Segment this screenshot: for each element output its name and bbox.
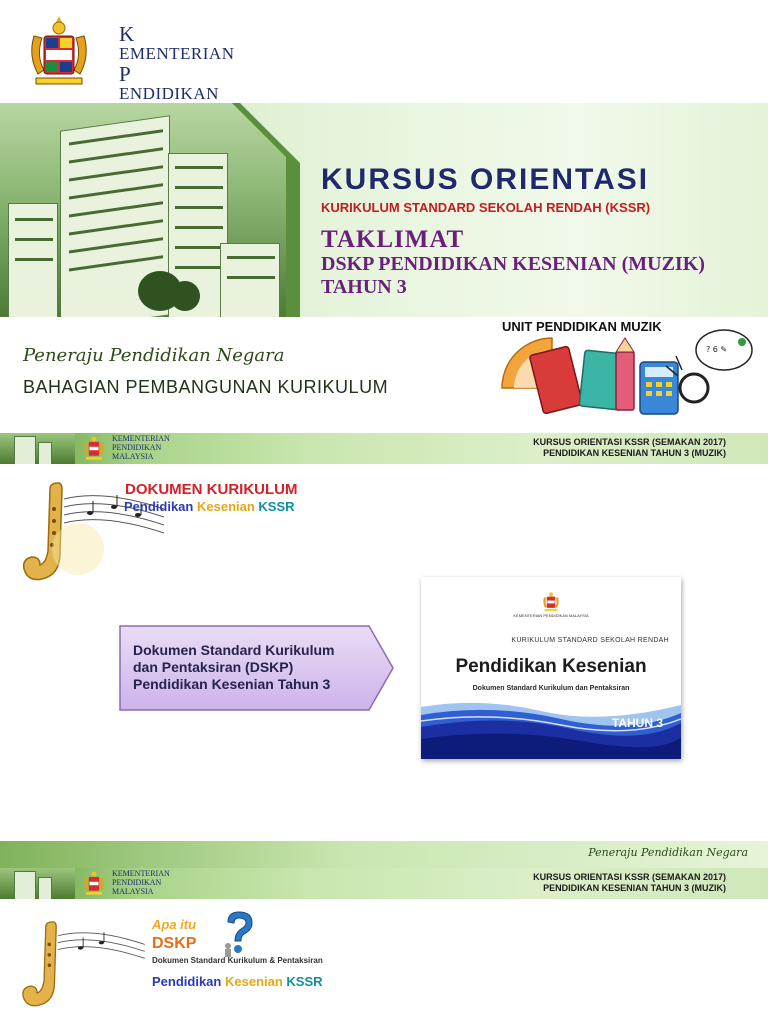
- strip-ministry-line2: PENDIDIKAN: [112, 878, 162, 887]
- cover-ministry: KEMENTERIAN PENDIDIKAN MALAYSIA: [513, 613, 589, 618]
- stationery-icon: [498, 328, 756, 420]
- cover-subtitle: Dokumen Standard Kurikulum dan Pentaksiran: [472, 685, 630, 692]
- dskp-title: DSKP PENDIDIKAN KESENIAN (MUZIK) TAHUN 3: [321, 253, 705, 298]
- unit-name: UNIT PENDIDIKAN MUZIK: [502, 319, 662, 334]
- strip-course-line1: KURSUS ORIENTASI KSSR (SEMAKAN 2017): [533, 872, 726, 882]
- ministry-line2-rest: ENDIDIKAN: [119, 84, 219, 103]
- saxophone-icon: [18, 912, 150, 1024]
- cover-title: Pendidikan Kesenian: [455, 656, 647, 677]
- apa-itu-label: Apa itu: [152, 917, 197, 932]
- dskp-description-line3: Pendidikan Kesenian Tahun 3: [133, 676, 331, 692]
- svg-text:? 6 ✎: ? 6 ✎: [706, 345, 728, 354]
- strip-ministry-name: [112, 869, 170, 896]
- strip-ministry-line2: PENDIDIKAN: [112, 443, 162, 452]
- course-title: KURSUS ORIENTASI: [321, 163, 650, 196]
- strip-course-line2: PENDIDIKAN KESENIAN TAHUN 3 (MUZIK): [543, 883, 726, 893]
- ministry-line1-cap: K: [119, 22, 135, 46]
- slogan-band: [0, 841, 768, 868]
- division-name: BAHAGIAN PEMBANGUNAN KURIKULUM: [23, 377, 389, 397]
- dskp-description: [133, 642, 373, 693]
- strip-course-line1: KURSUS ORIENTASI KSSR (SEMAKAN 2017): [533, 437, 726, 447]
- dskp-full-name: Dokumen Standard Kurikulum & Pentaksiran: [152, 956, 323, 965]
- subject-word-kesenian: Kesenian: [224, 974, 283, 989]
- course-subtitle: KURIKULUM STANDARD SEKOLAH RENDAH (KSSR): [321, 200, 651, 215]
- cover-year: TAHUN 3: [611, 716, 663, 730]
- strip-ministry-line3: MALAYSIA: [112, 887, 154, 896]
- strip-course-info: [533, 437, 726, 459]
- malaysia-coat-of-arms-icon: [80, 435, 108, 462]
- malaysia-coat-of-arms-icon: [539, 591, 563, 613]
- dskp-label: DSKP: [152, 935, 197, 952]
- cover-curriculum: KURIKULUM STANDARD SEKOLAH RENDAH: [511, 637, 669, 644]
- ministry-line2-cap: P: [119, 62, 132, 86]
- malaysia-coat-of-arms-icon: [80, 870, 108, 897]
- title-slide: [0, 0, 768, 425]
- strip-ministry-line1: KEMENTERIAN: [112, 869, 170, 878]
- strip-ministry-name: [112, 434, 170, 461]
- slogan: Peneraju Pendidikan Negara: [23, 345, 285, 366]
- strip-course-info: [533, 872, 726, 894]
- strip-building-photo: [0, 433, 75, 464]
- subject-word-pendidikan: Pendidikan: [124, 499, 194, 514]
- strip-building-photo: [0, 868, 75, 899]
- header-strip-1: [0, 433, 768, 464]
- ministry-logo: [24, 14, 254, 103]
- subject-line: [152, 974, 323, 989]
- header-strip-2: [0, 868, 768, 899]
- strip-course-line2: PENDIDIKAN KESENIAN TAHUN 3 (MUZIK): [543, 448, 726, 458]
- band-slogan: Peneraju Pendidikan Negara: [588, 846, 748, 859]
- subject-word-kssr: KSSR: [286, 974, 323, 989]
- subject-word-pendidikan: Pendidikan: [152, 974, 222, 989]
- dskp-cover: [421, 577, 681, 759]
- building-photo: [0, 103, 296, 317]
- subject-word-kesenian: Kesenian: [196, 499, 255, 514]
- dskp-description-line2: dan Pentaksiran (DSKP): [133, 659, 294, 675]
- taklimat-heading: TAKLIMAT: [321, 226, 465, 253]
- malaysia-coat-of-arms-icon: [24, 14, 94, 92]
- strip-ministry-line1: KEMENTERIAN: [112, 434, 170, 443]
- dskp-description-line1: Dokumen Standard Kurikulum: [133, 642, 335, 658]
- subject-line: [124, 499, 295, 514]
- ministry-line1-rest: EMENTERIAN: [119, 44, 235, 63]
- document-heading: DOKUMEN KURIKULUM: [125, 481, 298, 498]
- strip-ministry-line3: MALAYSIA: [112, 452, 154, 461]
- question-mark-icon: [222, 910, 256, 958]
- subject-word-kssr: KSSR: [258, 499, 295, 514]
